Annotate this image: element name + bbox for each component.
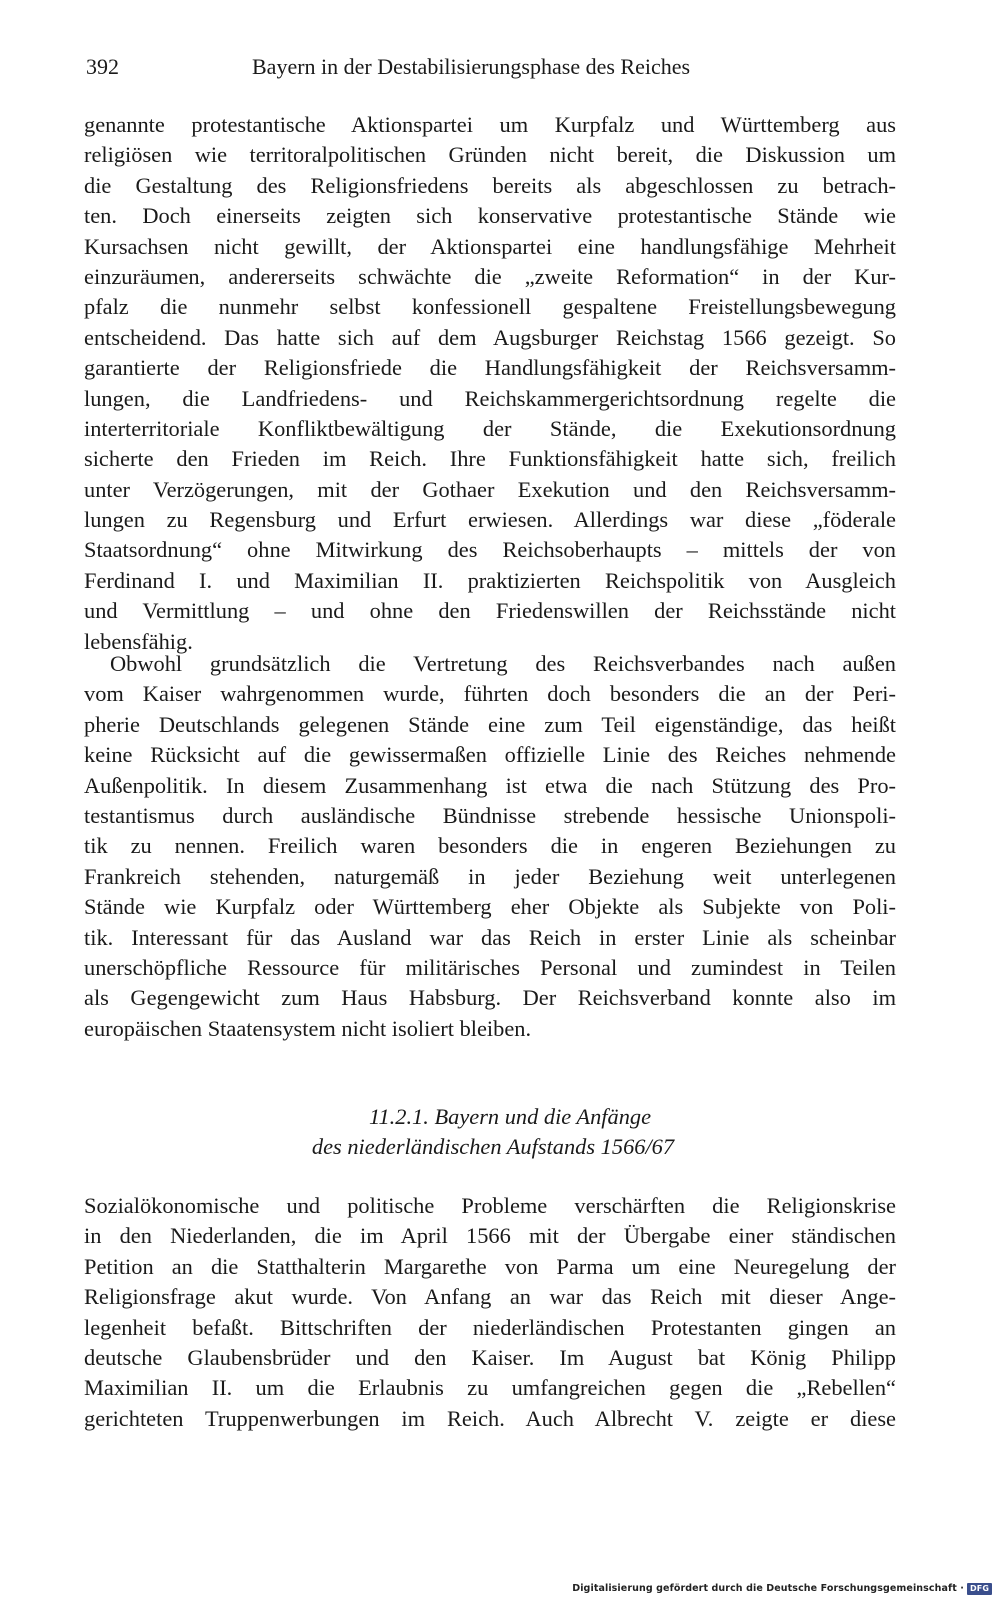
text-line: unter Verzögerungen, mit der Gothaer Exekution und den Reichsversamm- — [84, 476, 896, 502]
text-line: unerschöpfliche Ressource für militärisches Personal und zumindest in Teilen — [84, 954, 896, 980]
text-line: religiösen wie territoralpolitischen Gründen nicht bereit, die Diskussion um — [84, 142, 896, 168]
text-line: Maximilian II. um die Erlaubnis zu umfangreichen gegen die „Rebellen“ — [84, 1375, 896, 1401]
text-line: pfalz die nunmehr selbst konfessionell gespaltene Freistellungsbewegung — [84, 294, 896, 320]
footer-text: Digitalisierung gefördert durch die Deutsche Forschungsgemeinschaft · — [572, 1583, 965, 1594]
text-line: sicherte den Frieden im Reich. Ihre Funktionsfähigkeit hatte sich, freilich — [84, 446, 896, 472]
text-line: legenheit befaßt. Bittschriften der niederländischen Protestanten gingen an — [84, 1314, 896, 1340]
section-heading-line-2: des niederländischen Aufstands 1566/67 — [311, 1134, 675, 1159]
text-line: genannte protestantische Aktionspartei um Kurpfalz und Württemberg aus — [84, 112, 896, 137]
text-line: interterritoriale Konfliktbewältigung der Stände, die Exekutionsordnung — [84, 415, 896, 441]
text-line: Petition an die Statthalterin Margarethe von Parma um eine Neuregelung der — [84, 1253, 896, 1279]
section-heading — [84, 1102, 896, 1162]
running-title: Bayern in der Destabilisierungsphase des Reiches — [252, 54, 691, 79]
text-line: vom Kaiser wahrgenommen wurde, führten doch besonders die an der Peri- — [84, 681, 896, 707]
section-heading-line-1: 11.2.1. Bayern und die Anfänge — [368, 1104, 652, 1129]
text-line: in den Niederlanden, die im April 1566 mit der Übergabe einer ständischen — [84, 1223, 896, 1249]
text-line: Stände wie Kurpfalz oder Württemberg eher Objekte als Subjekte von Poli- — [84, 894, 896, 920]
text-line: Staatsordnung“ ohne Mitwirkung des Reichsoberhaupts – mittels der von — [84, 537, 896, 563]
text-line: Außenpolitik. In diesem Zusammenhang ist etwa die nach Stützung des Pro- — [84, 772, 896, 798]
text-line: tik. Interessant für das Ausland war das Reich in erster Linie als scheinbar — [84, 924, 896, 950]
text-line: Ferdinand I. und Maximilian II. praktizierten Reichspolitik von Ausgleich — [84, 567, 896, 593]
running-header — [86, 52, 742, 84]
text-line: europäischen Staatensystem nicht isoliert bleiben. — [84, 1015, 532, 1041]
paragraph-3 — [84, 1191, 896, 1434]
text-line: die Gestaltung des Religionsfriedens bereits als abgeschlossen zu betrach- — [84, 172, 896, 198]
text-line: Frankreich stehenden, naturgemäß in jeder Beziehung weit unterlegenen — [84, 863, 896, 889]
paragraph-1 — [84, 110, 896, 657]
text-line: einzuräumen, andererseits schwächte die „zweite Reformation“ in der Kur- — [84, 263, 896, 289]
text-line: Obwohl grundsätzlich die Vertretung des Reichsverbandes nach außen — [110, 651, 896, 676]
text-line: lungen zu Regensburg und Erfurt erwiesen. Allerdings war diese „föderale — [84, 507, 896, 533]
text-line: lungen, die Landfriedens- und Reichskammergerichtsordnung regelte die — [84, 385, 896, 411]
text-line: Kursachsen nicht gewillt, der Aktionspartei eine handlungsfähige Mehrheit — [84, 233, 896, 259]
text-line: garantierte der Religionsfriede die Handlungsfähigkeit der Reichsversamm- — [84, 355, 896, 381]
text-line: deutsche Glaubensbrüder und den Kaiser. Im August bat König Philipp — [84, 1344, 896, 1370]
digitization-footer — [572, 1582, 992, 1596]
text-line: entscheidend. Das hatte sich auf dem Augsburger Reichstag 1566 gezeigt. So — [84, 324, 896, 350]
text-line: lebensfähig. — [84, 628, 193, 654]
text-line: Sozialökonomische und politische Probleme verschärften die Religionskrise — [84, 1193, 896, 1218]
text-line: und Vermittlung – und ohne den Friedenswillen der Reichsstände nicht — [84, 598, 896, 624]
text-line: als Gegengewicht zum Haus Habsburg. Der Reichsverband konnte also im — [84, 985, 896, 1011]
text-line: ten. Doch einerseits zeigten sich konservative protestantische Stände wie — [84, 203, 896, 229]
text-line: pherie Deutschlands gelegenen Stände eine zum Teil eigenständige, das heißt — [84, 711, 896, 737]
text-line: Religionsfrage akut wurde. Von Anfang an war das Reich mit dieser Ange- — [84, 1284, 896, 1310]
paragraph-2 — [84, 649, 896, 1044]
text-line: tik zu nennen. Freilich waren besonders die in engeren Beziehungen zu — [84, 833, 896, 859]
text-line: testantismus durch ausländische Bündnisse strebende hessische Unionspoli- — [84, 802, 896, 828]
dfg-logo: DFG — [967, 1583, 992, 1595]
text-line: gerichteten Truppenwerbungen im Reich. Auch Albrecht V. zeigte er diese — [84, 1405, 896, 1431]
text-line: keine Rücksicht auf die gewissermaßen offizielle Linie des Reiches nehmende — [84, 742, 896, 768]
page-number: 392 — [86, 54, 119, 79]
